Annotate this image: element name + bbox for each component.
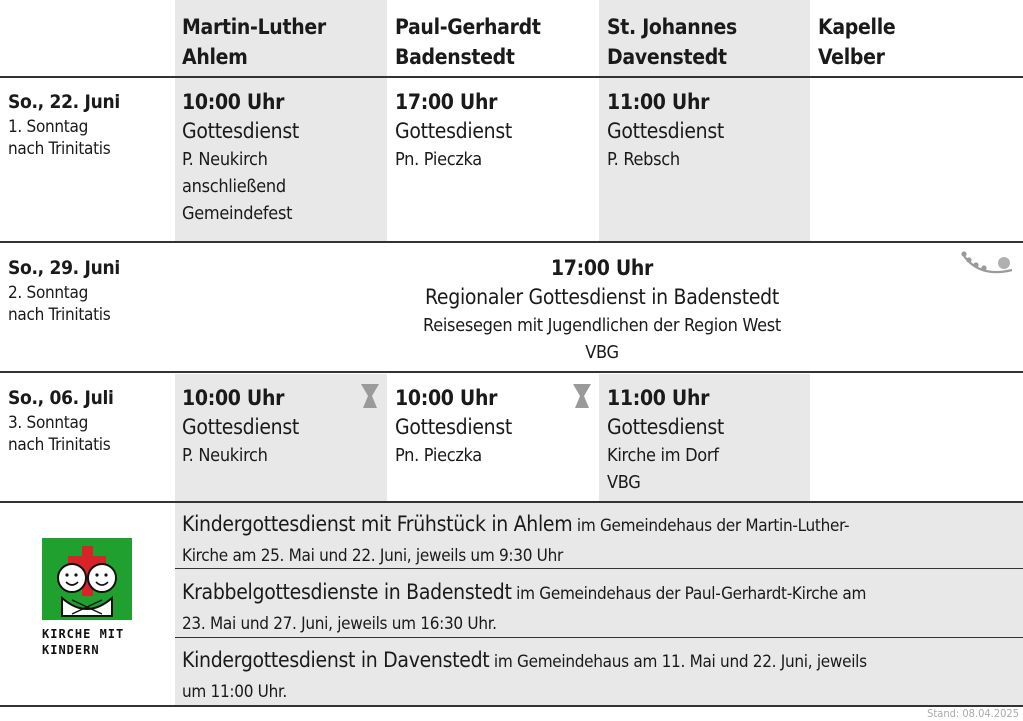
row2-regional-service: 17:00 Uhr Regionaler Gottesdienst in Badenstedt Reisesegen mit Jugendlichen der Region West VBG xyxy=(423,256,781,363)
rule-row2 xyxy=(0,371,1023,373)
row1-service-ahlem: 10:00 Uhr Gottesdienst P. Neukirch anschließend Gemeindefest xyxy=(182,90,299,224)
rule-row3 xyxy=(0,501,1023,503)
row1-service-davenstedt: 11:00 Uhr Gottesdienst P. Rebsch xyxy=(607,90,724,170)
rule-header xyxy=(0,76,1023,78)
row1-date: So., 22. Juni xyxy=(8,91,120,113)
row2-date-cell: So., 29. Juni 2. Sonntag nach Trinitatis xyxy=(8,257,120,325)
logo-text: KIRCHE MIT KINDERN xyxy=(42,627,125,657)
church-velber-header: Kapelle Velber xyxy=(818,15,896,69)
row3-service-davenstedt: 11:00 Uhr Gottesdienst Kirche im Dorf VBG xyxy=(607,386,724,493)
people-arc-icon xyxy=(960,250,1016,278)
kids-entry-badenstedt: Krabbelgottesdienste in Badenstedt im Gemeindehaus der Paul-Gerhardt-Kirche am 23. Mai und 27. Juni, jeweils um 16:30 Uhr. xyxy=(182,580,867,634)
row3-date-cell: So., 06. Juli 3. Sonntag nach Trinitatis xyxy=(8,387,114,455)
chalice-icon xyxy=(360,383,380,409)
children-cross-icon xyxy=(42,538,132,620)
kirche-mit-kindern-logo xyxy=(42,538,132,658)
rule-row1 xyxy=(0,241,1023,243)
row3-service-badenstedt: 10:00 Uhr Gottesdienst Pn. Pieczka xyxy=(395,386,512,466)
row1-service-badenstedt: 17:00 Uhr Gottesdienst Pn. Pieczka xyxy=(395,90,512,170)
row3-date: So., 06. Juli xyxy=(8,387,114,409)
stand-date: Stand: 08.04.2025 xyxy=(927,707,1019,720)
row2-date: So., 29. Juni xyxy=(8,257,120,279)
row3-service-ahlem: 10:00 Uhr Gottesdienst P. Neukirch xyxy=(182,386,299,466)
church-davenstedt-header: St. Johannes Davenstedt xyxy=(607,15,737,69)
church-badenstedt-header: Paul-Gerhardt Badenstedt xyxy=(395,15,541,69)
kids-entry-davenstedt: Kindergottesdienst in Davenstedt im Gemeindehaus am 11. Mai und 22. Juni, jeweils um 11:00 Uhr. xyxy=(182,648,867,702)
church-ahlem-header: Martin-Luther Ahlem xyxy=(182,15,326,69)
chalice-icon xyxy=(572,383,592,409)
kids-entry-ahlem: Kindergottesdienst mit Frühstück in Ahlem im Gemeindehaus der Martin-Luther- Kirche am 25. Mai und 22. Juni, jeweils um 9:30 Uhr xyxy=(182,512,850,566)
row1-date-cell: So., 22. Juni 1. Sonntag nach Trinitatis xyxy=(8,91,120,159)
